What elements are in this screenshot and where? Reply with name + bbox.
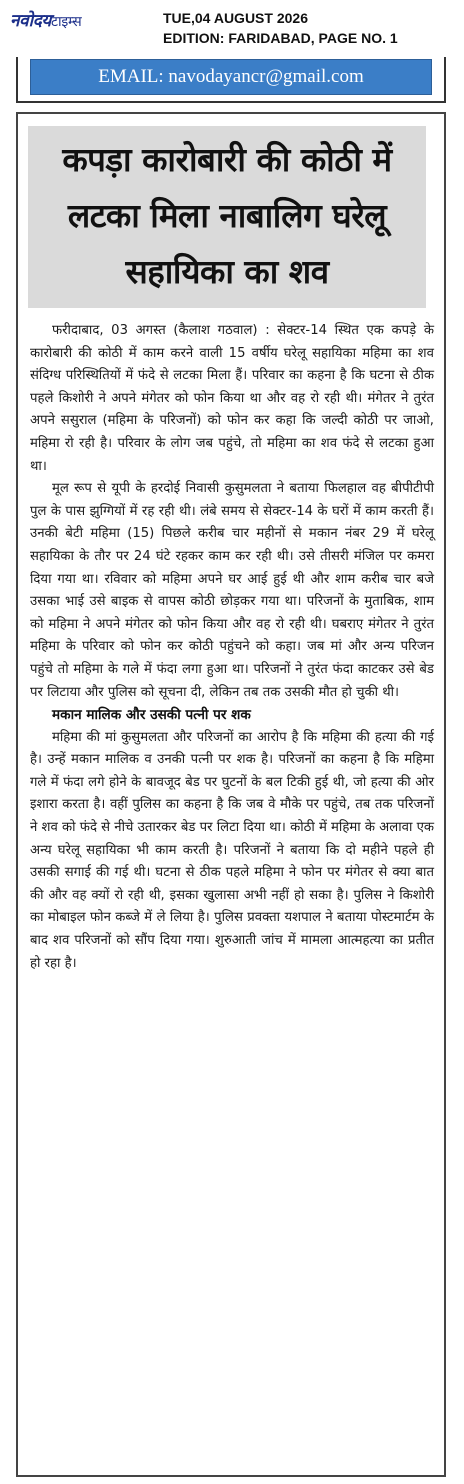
article-paragraph: मूल रूप से यूपी के हरदोई निवासी कुसुमलता ने बताया फिलहाल वह बीपीटीपी पुल के पास झुग्गियों में रह रही थी। लंबे समय से सेक्टर-14 के घरों में काम करती हैं। उनकी बेटी महिमा (15) पिछले करीब चार महीनों से मकान नंबर 29 में घरेलू सहायिका के तौर पर 24 घंटे रहकर काम कर रही थी। उसे तीसरी मंजिल पर कमरा दिया गया था। रविवार को महिमा अपने घर आई हुई थी और शाम करीब चार बजे उसका भाई उसे बाइक से वापस कोठी छोड़कर गया था। परिजनों के मुताबिक, शाम को महिमा ने अपने मंगेतर को फोन किया और वह रो रही थी। घबराए मंगेतर ने तुरंत महिमा के परिवार को फोन कर कोठी पहुंचने को कहा। जब मां और अन्य परिजन पहुंचे तो महिमा के गले में फंदा लगा हुआ था। परिजनों ने तुरंत फंदा काटकर उसे बेड पर लिटाया और पुलिस को सूचना दी, लेकिन तब तक उसकी मौत हो चुकी थी। bbox=[30, 481, 434, 700]
email-banner: EMAIL: navodayancr@gmail.com bbox=[30, 59, 432, 95]
edition-page: EDITION: FARIDABAD, PAGE NO. 1 bbox=[163, 30, 398, 46]
article-headline: कपड़ा कारोबारी की कोठी में लटका मिला नाबालिग घरेलू सहायिका का शव bbox=[62, 140, 392, 291]
news-article bbox=[16, 112, 446, 1477]
logo-main-text: नवोदय bbox=[10, 11, 51, 31]
edition-info bbox=[163, 8, 398, 48]
headline-box bbox=[28, 126, 426, 308]
article-subheading: मकान मालिक और उसकी पत्नी पर शक bbox=[52, 707, 251, 724]
article-paragraph: फरीदाबाद, 03 अगस्त (कैलाश गठवाल) : सेक्टर-14 स्थित एक कपड़े के कारोबारी की कोठी में काम करने वाली 15 वर्षीय घरेलू सहायिका महिमा का शव संदिग्ध परिस्थितियों में फंदे से लटका मिला हैं। परिवार का कहना है कि घटना से ठीक पहले किशोरी ने अपने मंगेतर को फोन किया था और वह रो रही थी। मंगेतर ने तुरंत अपने ससुराल (महिमा के परिजनों) को फोन कर कहा कि जल्दी कोठी पर जाओ, महिमा रो रही है। परिवार के लोग जब पहुंचे, तो महिमा का शव फंदे से लटका हुआ था। bbox=[30, 323, 434, 474]
article-body bbox=[30, 320, 434, 975]
newspaper-logo bbox=[10, 8, 81, 31]
issue-date: TUE,04 AUGUST 2026 bbox=[163, 10, 308, 26]
article-paragraph: महिमा की मां कुसुमलता और परिजनों का आरोप है कि महिमा की हत्या की गई है। उन्हें मकान मालिक व उनकी पत्नी पर शक है। परिजनों का कहना है कि महिमा गले में फंदा लगे होने के बावजूद बेड पर घुटनों के बल टिकी हुई थी, जो हत्या की ओर इशारा करता है। वहीं पुलिस का कहना है कि जब वे मौके पर पहुंचे, तब तक परिजनों ने शव को फंदे से नीचे उतारकर बेड पर लिटा दिया था। कोठी में महिमा के अलावा एक अन्य घरेलू सहायिका भी काम करती है। परिजनों ने बताया कि दो महीने पहले ही उसकी सगाई की गई थी। घटना से ठीक पहले महिमा ने फोन पर मंगेतर से क्या बात की और वह क्यों रो रही थी, इसका खुलासा अभी नहीं हो सका है। पुलिस ने किशोरी का मोबाइल फोन कब्जे में ले लिया है। पुलिस प्रवक्ता यशपाल ने बताया पोस्टमार्टम के बाद शव परिजनों को सौंप दिया गया। शुरुआती जांच में मामला आत्महत्या का प्रतीत हो रहा है। bbox=[30, 729, 434, 971]
logo-small-text: टाइम्स bbox=[50, 14, 82, 30]
email-banner-frame bbox=[16, 57, 446, 103]
masthead bbox=[0, 0, 464, 50]
